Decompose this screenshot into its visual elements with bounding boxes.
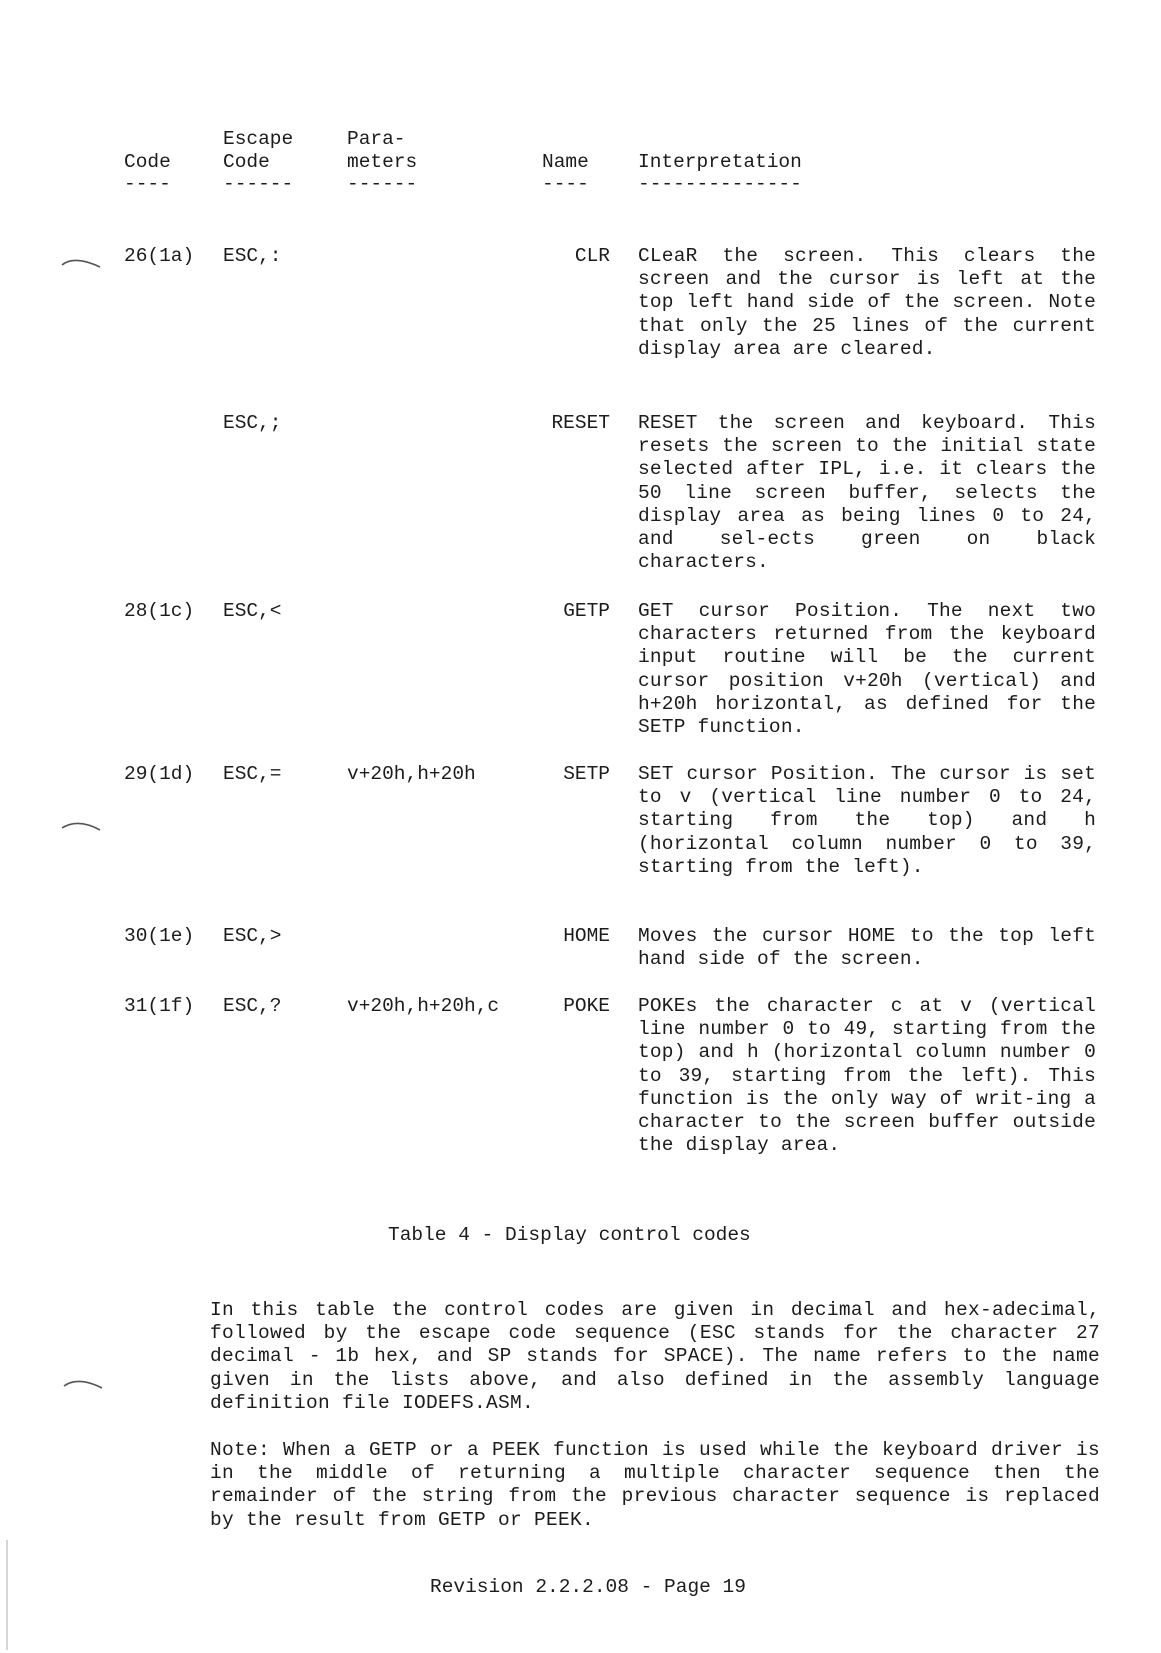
scan-edge-line [6, 1540, 8, 1650]
row-code: 28(1c) [124, 600, 195, 622]
header-code: Code [124, 151, 171, 173]
underline-params: ------ [347, 173, 418, 195]
row-code: 26(1a) [124, 245, 195, 267]
row-interpretation: CLeaR the screen. This clears the screen and the cursor is left at the top left hand side of the screen. Note that only the 25 lines of the current display area are cleared. [638, 245, 1096, 360]
header-params-line2: meters [347, 151, 418, 173]
row-escape-code: ESC,; [223, 412, 282, 434]
underline-code: ---- [124, 173, 171, 195]
row-name: GETP [563, 600, 610, 622]
header-params-line1: Para- [347, 128, 406, 150]
row-parameters: v+20h,h+20h,c [347, 995, 500, 1017]
header-interpretation: Interpretation [638, 151, 802, 173]
underline-escape: ------ [223, 173, 294, 195]
table-caption: Table 4 - Display control codes [388, 1224, 751, 1246]
header-name: Name [542, 151, 589, 173]
row-code: 29(1d) [124, 763, 195, 785]
row-escape-code: ESC,< [223, 600, 282, 622]
row-name: RESET [551, 412, 610, 434]
page-footer: Revision 2.2.2.08 - Page 19 [430, 1576, 746, 1598]
row-interpretation: RESET the screen and keyboard. This resets the screen to the initial state selected after IPL, i.e. it clears the 50 line screen buffer, selects the display area as being lines 0 to 24, and sel-ects green on black characters. [638, 412, 1096, 574]
header-escape-line2: Code [223, 151, 270, 173]
row-escape-code: ESC,= [223, 763, 282, 785]
row-interpretation: Moves the cursor HOME to the top left hand side of the screen. [638, 925, 1096, 971]
row-code: 30(1e) [124, 925, 195, 947]
punch-hole-mark-icon [62, 1376, 104, 1390]
body-paragraph: In this table the control codes are given in decimal and hex-adecimal, followed by the escape code sequence (ESC stands for the character 27 decimal - 1b hex, and SP stands for SPACE). The name refers to the name given in the lists above, and also defined in the assembly language definition file IODEFS.ASM. [210, 1299, 1100, 1414]
row-interpretation: GET cursor Position. The next two characters returned from the keyboard input routine will be the current cursor position v+20h (vertical) and h+20h horizontal, as defined for the SETP function. [638, 600, 1096, 739]
row-interpretation: SET cursor Position. The cursor is set to v (vertical line number 0 to 24, starting from the top) and h (horizontal column number 0 to 39, starting from the left). [638, 763, 1096, 878]
punch-hole-mark-icon [60, 255, 102, 269]
underline-interpretation: -------------- [638, 173, 802, 195]
row-name: HOME [563, 925, 610, 947]
body-paragraph: Note: When a GETP or a PEEK function is used while the keyboard driver is in the middle of returning a multiple character sequence then the remainder of the string from the previous character sequence is replaced by the result from GETP or PEEK. [210, 1439, 1100, 1531]
row-code: 31(1f) [124, 995, 195, 1017]
row-escape-code: ESC,: [223, 245, 282, 267]
row-interpretation: POKEs the character c at v (vertical line number 0 to 49, starting from the top) and h (horizontal column number 0 to 39, starting from the left). This function is the only way of writ-ing a character to the screen buffer outside the display area. [638, 995, 1096, 1157]
row-parameters: v+20h,h+20h [347, 763, 476, 785]
row-escape-code: ESC,? [223, 995, 282, 1017]
row-escape-code: ESC,> [223, 925, 282, 947]
underline-name: ---- [542, 173, 589, 195]
header-escape-line1: Escape [223, 128, 294, 150]
row-name: SETP [563, 763, 610, 785]
row-name: CLR [574, 245, 610, 267]
punch-hole-mark-icon [60, 818, 102, 832]
row-name: POKE [563, 995, 610, 1017]
